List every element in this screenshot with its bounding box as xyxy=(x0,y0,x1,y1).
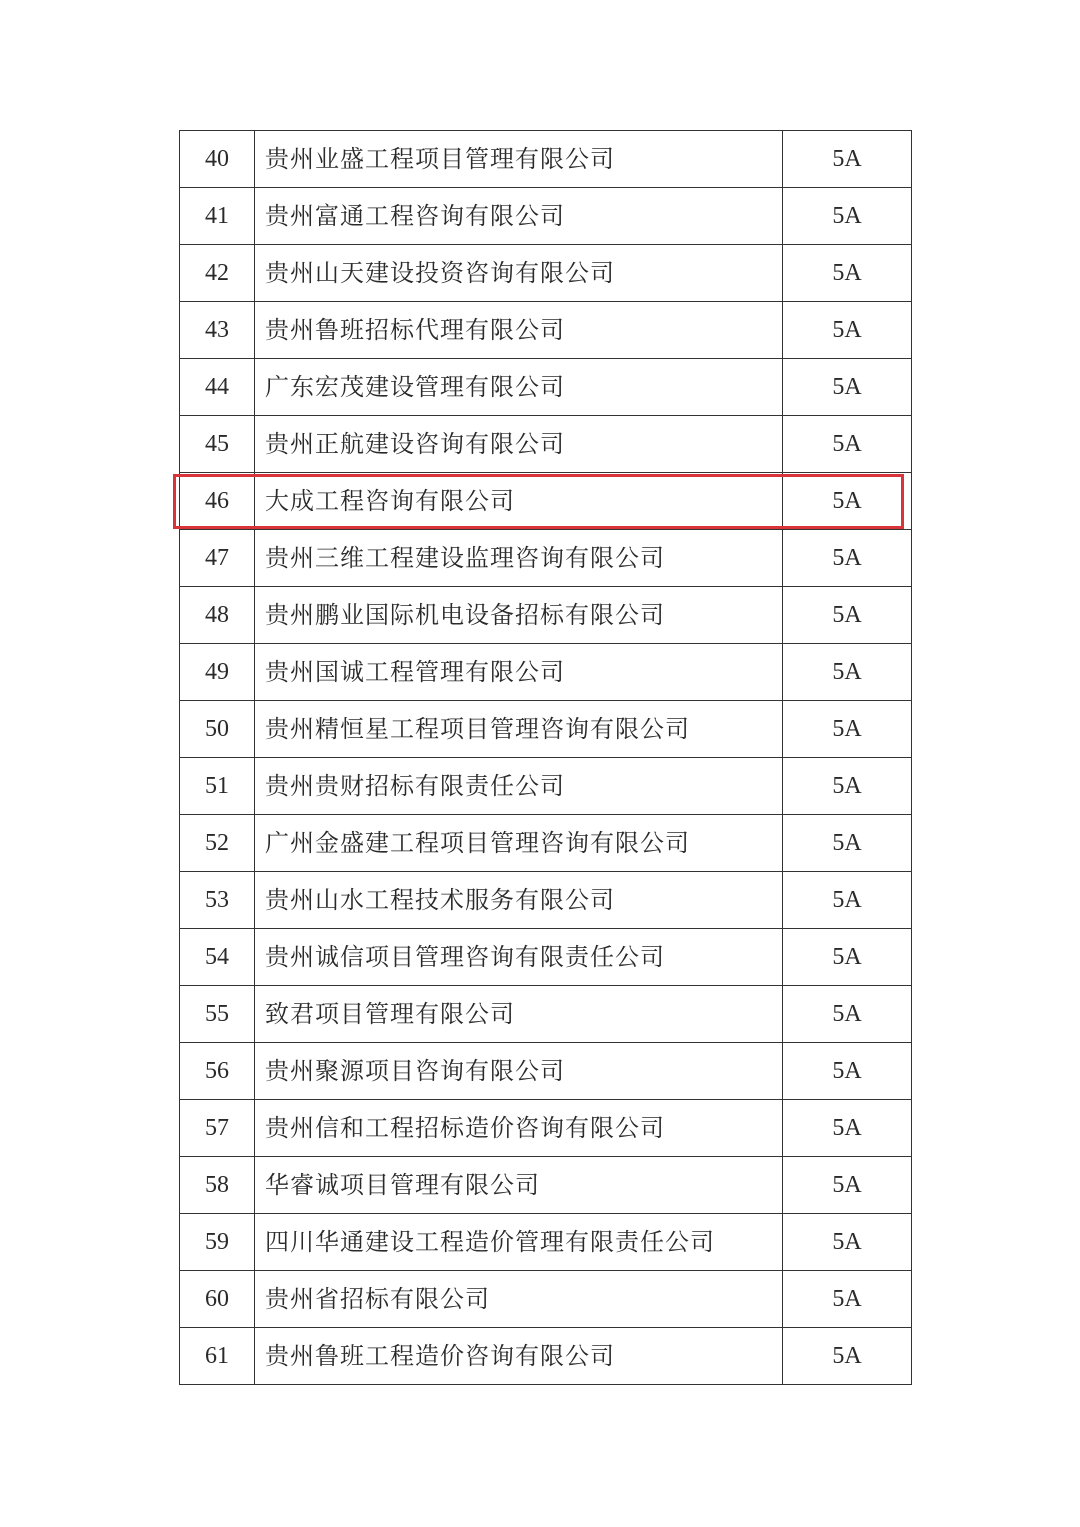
row-number: 55 xyxy=(180,986,255,1043)
table-row xyxy=(180,1157,912,1214)
row-number: 45 xyxy=(180,416,255,473)
grade-value: 5A xyxy=(783,815,912,872)
table-row xyxy=(180,701,912,758)
row-number: 57 xyxy=(180,1100,255,1157)
row-number: 54 xyxy=(180,929,255,986)
row-number: 60 xyxy=(180,1271,255,1328)
table-row xyxy=(180,245,912,302)
company-name: 贵州山水工程技术服务有限公司 xyxy=(255,872,783,929)
table-row xyxy=(180,473,912,530)
row-number: 59 xyxy=(180,1214,255,1271)
table-row xyxy=(180,986,912,1043)
grade-value: 5A xyxy=(783,701,912,758)
grade-value: 5A xyxy=(783,986,912,1043)
company-name: 广东宏茂建设管理有限公司 xyxy=(255,359,783,416)
table-row xyxy=(180,416,912,473)
grade-value: 5A xyxy=(783,587,912,644)
table-row xyxy=(180,359,912,416)
table-row xyxy=(180,188,912,245)
grade-value: 5A xyxy=(783,1157,912,1214)
table-row xyxy=(180,1214,912,1271)
table-row xyxy=(180,530,912,587)
row-number: 51 xyxy=(180,758,255,815)
grade-value: 5A xyxy=(783,245,912,302)
grade-value: 5A xyxy=(783,302,912,359)
table-row xyxy=(180,644,912,701)
row-number: 48 xyxy=(180,587,255,644)
company-name: 贵州三维工程建设监理咨询有限公司 xyxy=(255,530,783,587)
row-number: 58 xyxy=(180,1157,255,1214)
company-name: 贵州富通工程咨询有限公司 xyxy=(255,188,783,245)
row-number: 52 xyxy=(180,815,255,872)
row-number: 53 xyxy=(180,872,255,929)
company-name: 贵州贵财招标有限责任公司 xyxy=(255,758,783,815)
company-name: 贵州山天建设投资咨询有限公司 xyxy=(255,245,783,302)
table-row xyxy=(180,587,912,644)
grade-value: 5A xyxy=(783,872,912,929)
row-number: 46 xyxy=(180,473,255,530)
row-number: 49 xyxy=(180,644,255,701)
company-name: 贵州鹏业国际机电设备招标有限公司 xyxy=(255,587,783,644)
table-row xyxy=(180,815,912,872)
company-grade-table xyxy=(179,130,912,1385)
table-row xyxy=(180,302,912,359)
row-number: 50 xyxy=(180,701,255,758)
table-row xyxy=(180,758,912,815)
table-row xyxy=(180,929,912,986)
grade-value: 5A xyxy=(783,188,912,245)
row-number: 43 xyxy=(180,302,255,359)
table-body xyxy=(180,131,912,1385)
company-name: 贵州鲁班工程造价咨询有限公司 xyxy=(255,1328,783,1385)
company-name: 贵州国诚工程管理有限公司 xyxy=(255,644,783,701)
grade-value: 5A xyxy=(783,416,912,473)
company-name: 贵州精恒星工程项目管理咨询有限公司 xyxy=(255,701,783,758)
company-name: 贵州诚信项目管理咨询有限责任公司 xyxy=(255,929,783,986)
company-name: 贵州鲁班招标代理有限公司 xyxy=(255,302,783,359)
grade-value: 5A xyxy=(783,1271,912,1328)
company-name: 贵州业盛工程项目管理有限公司 xyxy=(255,131,783,188)
row-number: 47 xyxy=(180,530,255,587)
grade-value: 5A xyxy=(783,131,912,188)
grade-value: 5A xyxy=(783,1214,912,1271)
grade-value: 5A xyxy=(783,473,912,530)
table-row xyxy=(180,131,912,188)
grade-value: 5A xyxy=(783,758,912,815)
row-number: 44 xyxy=(180,359,255,416)
row-number: 61 xyxy=(180,1328,255,1385)
table-row xyxy=(180,1100,912,1157)
grade-value: 5A xyxy=(783,1043,912,1100)
table-row xyxy=(180,1328,912,1385)
company-name: 贵州省招标有限公司 xyxy=(255,1271,783,1328)
row-number: 42 xyxy=(180,245,255,302)
company-name: 大成工程咨询有限公司 xyxy=(255,473,783,530)
grade-value: 5A xyxy=(783,359,912,416)
company-name: 致君项目管理有限公司 xyxy=(255,986,783,1043)
grade-value: 5A xyxy=(783,1100,912,1157)
grade-value: 5A xyxy=(783,530,912,587)
row-number: 40 xyxy=(180,131,255,188)
table-row xyxy=(180,1043,912,1100)
company-name: 四川华通建设工程造价管理有限责任公司 xyxy=(255,1214,783,1271)
table-row xyxy=(180,872,912,929)
company-name: 贵州信和工程招标造价咨询有限公司 xyxy=(255,1100,783,1157)
company-name: 广州金盛建工程项目管理咨询有限公司 xyxy=(255,815,783,872)
company-name: 华睿诚项目管理有限公司 xyxy=(255,1157,783,1214)
grade-value: 5A xyxy=(783,1328,912,1385)
grade-value: 5A xyxy=(783,644,912,701)
company-name: 贵州聚源项目咨询有限公司 xyxy=(255,1043,783,1100)
row-number: 56 xyxy=(180,1043,255,1100)
grade-value: 5A xyxy=(783,929,912,986)
company-name: 贵州正航建设咨询有限公司 xyxy=(255,416,783,473)
table-row xyxy=(180,1271,912,1328)
row-number: 41 xyxy=(180,188,255,245)
